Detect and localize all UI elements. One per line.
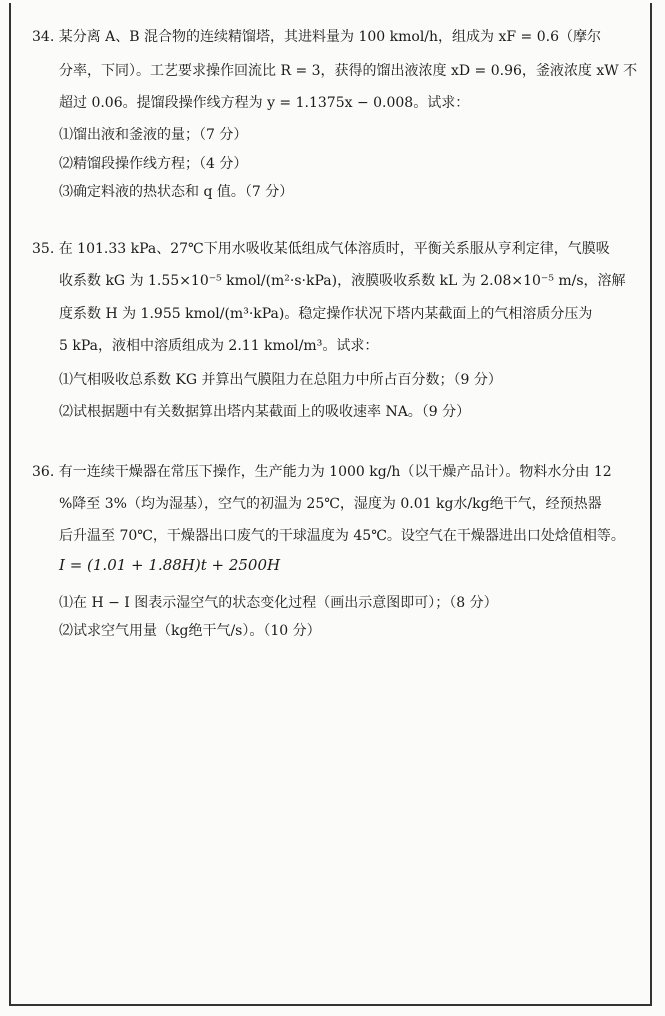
q34-part-2: ⑵精馏段操作线方程；（4 分）	[59, 156, 248, 172]
q34-line-1: 34. 某分离 A、B 混合物的连续精馏塔，其进料量为 100 kmol/h，组成为 xF = 0.6（摩尔	[32, 29, 601, 45]
q35-line-4: 5 kPa，液相中溶质组成为 2.11 kmol/m³。试求：	[59, 338, 379, 354]
q36-line-1: 36. 有一连续干燥器在常压下操作，生产能力为 1000 kg/h（以干燥产品计）。物料水分由 12	[32, 464, 612, 480]
q36-line-2: %降至 3%（均为湿基），空气的初温为 25℃，湿度为 0.01 kg水/kg绝干气，经预热器	[59, 496, 602, 512]
q35-line-1: 35. 在 101.33 kPa、27℃下用水吸收某低组成气体溶质时，平衡关系服从亨利定律，气膜吸	[32, 241, 610, 257]
q36-equation: I = (1.01 + 1.88H)t + 2500H	[59, 556, 281, 574]
q36-part-1: ⑴在 H − I 图表示湿空气的状态变化过程（画出示意图即可）；（8 分）	[59, 595, 498, 611]
q35-part-1: ⑴气相吸收总系数 KG 并算出气膜阻力在总阻力中所占百分数；（9 分）	[59, 372, 502, 388]
q34-line-2: 分率，下同）。工艺要求操作回流比 R = 3，获得的馏出液浓度 xD = 0.96，釜液浓度 xW 不	[59, 63, 638, 79]
q34-line-3: 超过 0.06。提馏段操作线方程为 y = 1.1375x − 0.008。试求：	[59, 95, 470, 111]
q35-line-3: 度系数 H 为 1.955 kmol/(m³·kPa)。稳定操作状况下塔内某截面上的气相溶质分压为	[59, 306, 593, 322]
q35-part-2: ⑵试根据题中有关数据算出塔内某截面上的吸收速率 NA。（9 分）	[59, 404, 471, 420]
q34-part-3: ⑶确定料液的热状态和 q 值。（7 分）	[59, 184, 294, 200]
q34-part-1: ⑴馏出液和釜液的量；（7 分）	[59, 127, 248, 143]
q36-line-3: 后升温至 70℃，干燥器出口废气的干球温度为 45℃。设空气在干燥器进出口处焓值相等。	[59, 528, 625, 544]
q36-part-2: ⑵试求空气用量（kg绝干气/s）。（10 分）	[59, 623, 321, 639]
q35-line-2: 收系数 kG 为 1.55×10⁻⁵ kmol/(m²·s·kPa)，液膜吸收系数 kL 为 2.08×10⁻⁵ m/s，溶解	[59, 273, 626, 289]
